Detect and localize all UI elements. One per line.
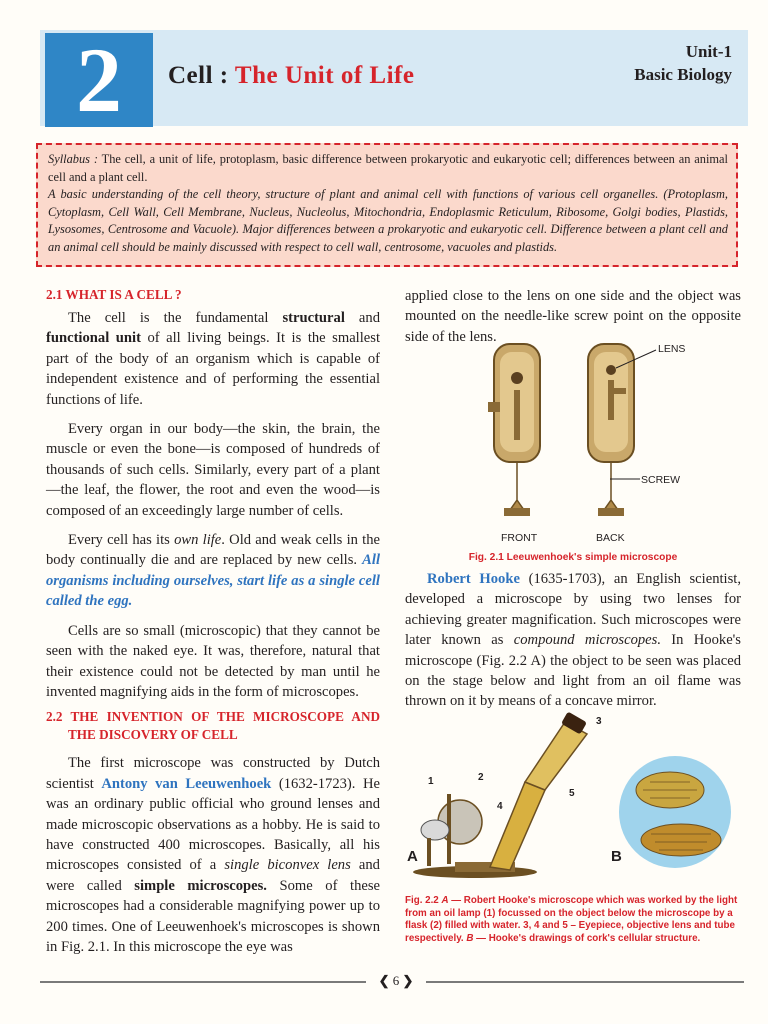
label-4: 4 xyxy=(497,801,503,812)
bold-structural: structural xyxy=(282,310,345,326)
text: of all living beings. It is the smallest part of the body of an organism which is capable of independent existence and of performing the essential functions of life. xyxy=(46,330,381,408)
right-column xyxy=(405,286,741,347)
syllabus-line1: The cell, a unit of life, protoplasm, basic difference between prokaryotic and eukaryotic cell; differences between an animal cell and a plant cell. xyxy=(48,152,728,184)
text: A xyxy=(441,895,449,906)
text: (1635-1703), an English scientist, developed a microscope by using two lenses for achieving greater magnification. Such microscopes were later known as xyxy=(405,571,741,649)
label-front: FRONT xyxy=(501,532,538,544)
label-screw: SCREW xyxy=(641,474,681,486)
microscope-front-view xyxy=(488,344,540,516)
paragraph-organs: Every organ in our body—the skin, the brain, the muscle or even the bone—is composed of hundreds of thousands of such cells. Similarly, every part of a plant—the leaf, the flower, the root and even the wood—is composed of an exceedingly large number of cells. xyxy=(46,421,380,519)
chapter-number: 2 xyxy=(45,33,153,127)
italic-own-life: own life xyxy=(174,532,222,549)
paragraph-leeuwenhoek xyxy=(46,753,380,957)
italic-biconvex-lens: single biconvex lens xyxy=(224,857,351,874)
label-a: A xyxy=(407,848,418,865)
label-2: 2 xyxy=(478,772,484,783)
label-3: 3 xyxy=(596,716,602,727)
label-back: BACK xyxy=(596,532,625,544)
unit-label xyxy=(634,40,732,86)
text: Fig. 2.2 xyxy=(405,895,442,906)
figure-leeuwenhoek-microscope xyxy=(460,340,660,530)
syllabus-box xyxy=(36,143,738,267)
heading-invention-microscope: 2.2 THE INVENTION OF THE MICROSCOPE AND THE DISCOVERY OF CELL xyxy=(46,709,380,743)
text: and xyxy=(344,310,380,326)
unit-subtitle: Basic Biology xyxy=(634,65,732,84)
label-lens: LENS xyxy=(658,343,686,355)
hooke-microscope-drawing xyxy=(413,712,587,878)
footer-rule-left xyxy=(40,981,366,983)
paragraph-eye-applied: applied close to the lens on one side and the object was mounted on the needle-like screw point on the opposite side of the lens. xyxy=(405,288,741,345)
text: . Old and weak cells in the body continually die and are replaced by new cells. xyxy=(46,532,380,569)
paragraph-cell-definition xyxy=(46,308,380,410)
text: (1632-1723). He was an ordinary public official who ground lenses and made microscopic observations as a hobby. He is said to have constructed 400 microscopes. Basically, all his microscopes consisted of a xyxy=(46,775,380,874)
syllabus-label: Syllabus : xyxy=(48,152,98,166)
paragraph-robert-hooke xyxy=(405,569,741,712)
cork-cells-drawing-b xyxy=(619,756,731,868)
chapter-title xyxy=(168,62,414,90)
text: Every cell has its xyxy=(68,532,175,549)
text: — Robert Hooke's microscope which was worked by the light from an oil lamp (1) focussed on the object below the microscope by a flask (2) filled with water. 3, 4 and 5 – Eyepiece, objective lens and tube respectively. xyxy=(405,895,738,944)
chapter-title-part1: Cell : xyxy=(168,62,235,89)
paragraph-own-life xyxy=(46,530,380,612)
text: and were called xyxy=(46,857,380,894)
figure-hooke-microscope xyxy=(405,712,745,882)
italic-compound-microscopes: compound microscopes. xyxy=(513,632,661,649)
label-b: B xyxy=(611,848,622,865)
page-number: ❮ 6 ❯ xyxy=(378,973,414,988)
right-column-hooke xyxy=(405,569,741,712)
heading-what-is-cell: 2.1 WHAT IS A CELL ? xyxy=(46,287,182,302)
bold-functional-unit: functional unit xyxy=(46,330,141,347)
caption-fig-2-2 xyxy=(405,895,741,945)
text: — Hooke's drawings of cork's cellular structure. xyxy=(473,932,701,944)
microscope-back-view xyxy=(588,344,634,516)
text: The cell is the fundamental xyxy=(68,310,283,326)
label-1: 1 xyxy=(428,776,434,787)
bold-simple-microscopes: simple microscopes. xyxy=(134,877,267,894)
chapter-title-part2: The Unit of Life xyxy=(234,62,415,89)
footer-rule-right xyxy=(426,981,744,983)
left-column xyxy=(46,286,380,957)
page-number-value: 6 xyxy=(392,973,400,988)
text: The first microscope was constructed by Dutch scientist xyxy=(46,755,380,792)
paragraph-microscopic: Cells are so small (microscopic) that they cannot be seen with the naked eye. It was, therefore, natural that their existence could not be detected by man until he invented magnifying aids in the form of microscopes. xyxy=(46,622,380,700)
text: B xyxy=(466,932,474,944)
name-leeuwenhoek: Antony van Leeuwenhoek xyxy=(101,775,272,792)
syllabus-line2: A basic understanding of the cell theory, structure of plant and animal cell with functions of various cell organelles. (Protoplasm, Cytoplasm, Cell Wall, Cell Membrane, Nucleus, Nucleolus, Mitochondria, Endoplasmic Reticulum, Ribosome, Golgi bodies, Plastids, Lysosomes, Centrosome and Vacuole). Major differences between a prokaryotic and eukaryotic cell. Difference between a plant cell and an animal cell should be mainly discussed with respect to cell wall, centrosome, vacuoles and plastids. xyxy=(48,187,728,254)
highlight-single-cell: All organisms including ourselves, start life as a single cell called the egg. xyxy=(46,552,380,610)
name-robert-hooke: Robert Hooke xyxy=(427,571,520,587)
unit-number: Unit-1 xyxy=(685,42,732,61)
text: Some of these microscopes had a considerable magnifying power up to 200 times. One of Leeuwenhoek's microscopes is shown in Fig. 2.1. In this microscope the eye was xyxy=(46,877,380,955)
caption-fig-2-1: Fig. 2.1 Leeuwenhoek's simple microscope xyxy=(468,552,678,563)
text: In Hooke's microscope (Fig. 2.2 A) the object to be seen was placed on the stage below and light from an oil flame was thrown on it by means of a concave mirror. xyxy=(405,632,741,710)
label-5: 5 xyxy=(569,788,575,799)
